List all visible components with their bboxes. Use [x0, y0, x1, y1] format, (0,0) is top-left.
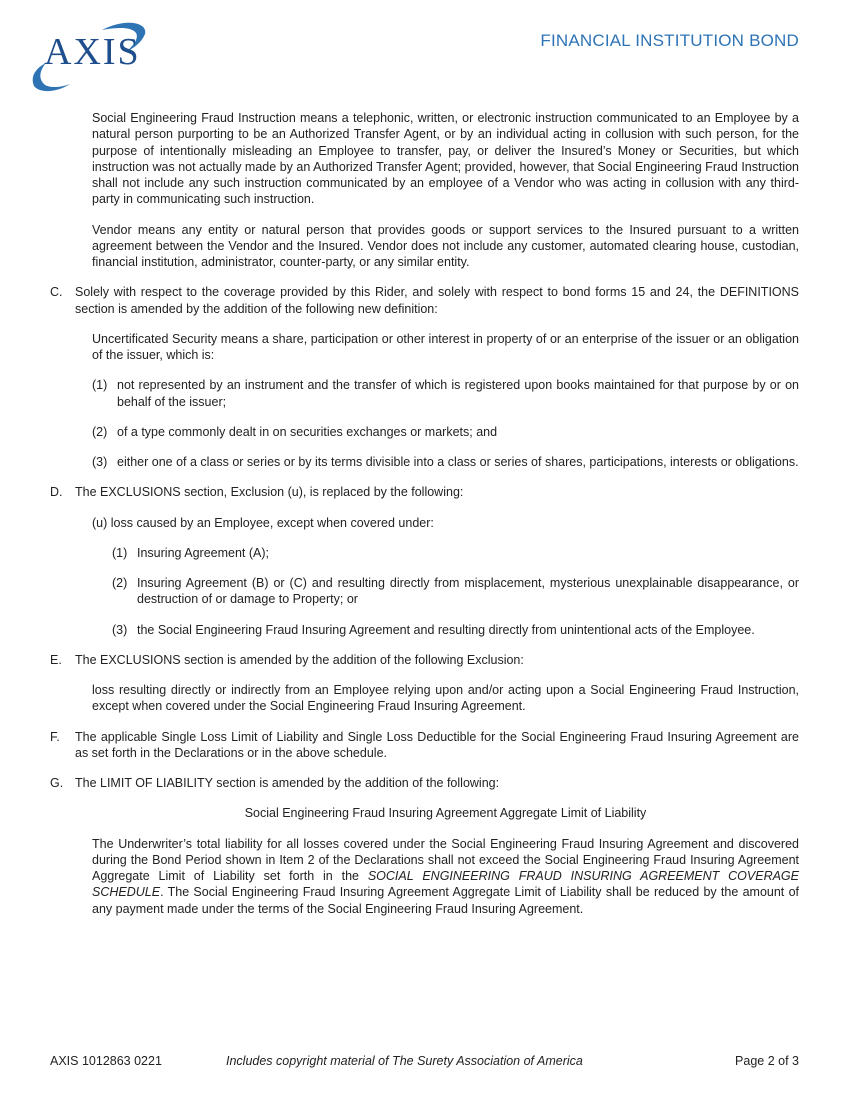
section-f [50, 729, 799, 762]
list-item: (2) of a type commonly dealt in on securities exchanges or markets; and [92, 424, 498, 439]
logo-wordmark: AXIS [44, 31, 141, 73]
page-number: Page 2 of 3 [735, 1054, 799, 1068]
section-g-label: G. [50, 776, 64, 790]
copyright-notice: Includes copyright material of The Surety Association of America [226, 1054, 583, 1068]
section-g-text: The LIMIT OF LIABILITY section is amended by the addition of the following: [75, 776, 500, 790]
section-e [50, 652, 799, 668]
section-d-label: D. [50, 485, 63, 500]
coverage-schedule-reference: SOCIAL ENGINEERING FRAUD INSURING AGREEMENT COVERAGE SCHEDULE [92, 869, 799, 900]
list-item: (2) Insuring Agreement (B) or (C) and resulting directly from misplacement, mysterious unexplainable disappearance, or destruction of or damage to Property; or [112, 576, 799, 607]
exclusion-u-intro: (u) loss caused by an Employee, except when covered under: [92, 515, 434, 530]
definition-vendor: Vendor means any entity or natural person that provides goods or support services to the Insured pursuant to a written agreement between the Vendor and the Insured. Vendor does not include any customer, automated clearing house, custodian, financial institution, administrator, counter-party, or any similar entity. [92, 222, 799, 269]
section-c-label: C. [50, 285, 63, 300]
section-c [50, 284, 799, 317]
definition-social-engineering-fraud-instruction: Social Engineering Fraud Instruction means a telephonic, written, or electronic instruction communicated to an Employee by a natural person purporting to be an Authorized Transfer Agent, or by an individual acting in collusion with such person, for the purpose of intentionally misleading an Employee to transfer, pay, or deliver the Insured’s Money or Securities, but which instruction was not actually made by an Authorized Transfer Agent; provided, however, that Social Engineering Fraud Instruction shall not include any such instruction communicated by an employee of a Vendor who was acting in collusion with any third-party in communicating such instruction. [92, 111, 799, 207]
section-d-text: The EXCLUSIONS section, Exclusion (u), is replaced by the following: [75, 485, 464, 500]
axis-logo [30, 18, 155, 98]
aggregate-limit-body: The Underwriter’s total liability for all losses covered under the Social Engineering Fraud Insuring Agreement and discovered during the Bond Period shown in Item 2 of the Declarations shall not exceed the Social Engineering Fraud Insuring Agreement Aggregate Limit of Liability set forth in the SOCIAL ENGINEERING FRAUD INSURING AGREEMENT COVERAGE SCHEDULE. The Social Engineering Fraud Insuring Agreement Aggregate Limit of Liability shall be reduced by the amount of any payment made under the terms of the Social Engineering Fraud Insuring Agreement. [92, 836, 799, 916]
list-item: (1) not represented by an instrument and the transfer of which is registered upon books maintained for that purpose by or on behalf of the issuer; [92, 378, 799, 409]
section-g [50, 775, 799, 791]
section-e-text: The EXCLUSIONS section is amended by the addition of the following Exclusion: [75, 652, 524, 667]
list-item: (1) Insuring Agreement (A); [112, 545, 270, 560]
section-d [50, 484, 799, 500]
section-e-exclusion: loss resulting directly or indirectly from an Employee relying upon and/or acting upon a Social Engineering Fraud Instruction, except when covered under the Social Engineering Fraud Insuring Agreement. [92, 683, 799, 714]
document-body [50, 110, 799, 917]
list-item: (3) either one of a class or series or by its terms divisible into a class or series of shares, participations, interests or obligations. [92, 455, 799, 469]
form-number: AXIS 1012863 0221 [50, 1054, 162, 1068]
section-f-text: The applicable Single Loss Limit of Liability and Single Loss Deductible for the Social Engineering Fraud Insuring Agreement are as set forth in the Declarations or in the above schedule. [75, 729, 799, 760]
list-item: (3) the Social Engineering Fraud Insuring Agreement and resulting directly from unintentional acts of the Employee. [112, 622, 755, 637]
uncertificated-security-definition: Uncertificated Security means a share, participation or other interest in property of or an enterprise of the issuer or an obligation of the issuer, which is: [92, 331, 799, 362]
section-e-label: E. [50, 652, 62, 667]
section-f-label: F. [50, 729, 60, 744]
page-footer [50, 1053, 799, 1069]
aggregate-limit-heading: Social Engineering Fraud Insuring Agreement Aggregate Limit of Liability [244, 806, 647, 821]
section-c-text: Solely with respect to the coverage provided by this Rider, and solely with respect to bond forms 15 and 24, the DEFINITIONS section is amended by the addition of the following new definition: [75, 285, 799, 316]
document-title: FINANCIAL INSTITUTION BOND [540, 31, 799, 50]
